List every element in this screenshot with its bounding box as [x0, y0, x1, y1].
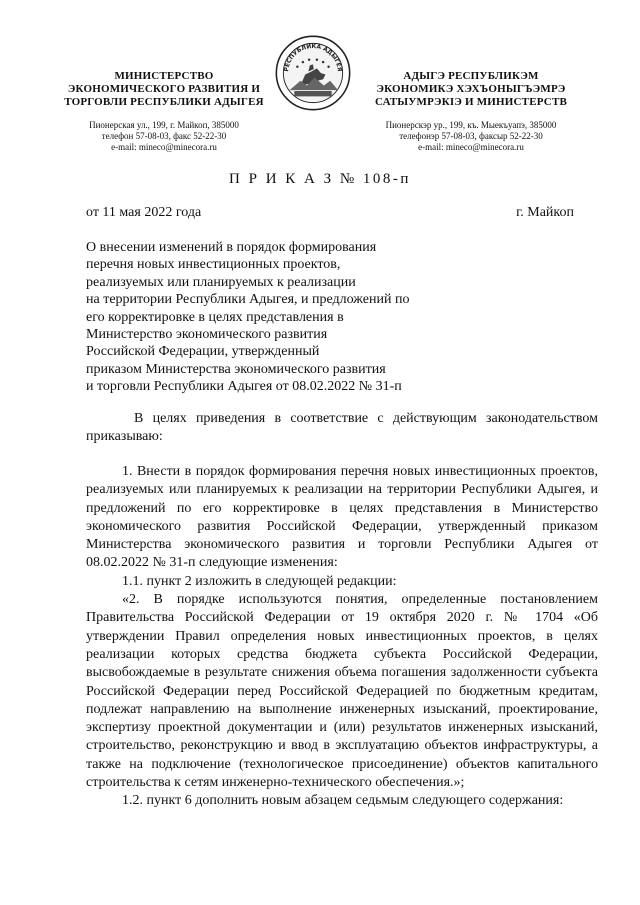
header-right: [366, 70, 576, 153]
subject-line: его корректировке в целях представления в: [86, 309, 344, 325]
phone: телефонэр 57-08-03, факсыр 52-22-30: [399, 131, 543, 141]
emblem-text: РЕСПУБЛИКА АДЫГЕЯ: [284, 43, 342, 72]
ministry-name-line: ТОРГОВЛИ РЕСПУБЛИКИ АДЫГЕЯ: [64, 96, 264, 108]
subject-line: на территории Республики Адыгея, и предложений по: [86, 292, 410, 308]
ministry-name-line: САТЫУМРЭКIЭ И МИНИСТЕРСТВ: [374, 96, 568, 108]
subject-line: перечня новых инвестиционных проектов,: [86, 257, 341, 273]
header-left: [64, 70, 264, 153]
address: Пионерскэр ур., 199, къ. Мыекъуапэ, 385000: [385, 120, 557, 130]
ministry-name-line: МИНИСТЕРСТВО: [114, 70, 214, 82]
phone: телефон 57-08-03, факс 52-22-30: [101, 131, 227, 141]
order-title: П Р И К А З № 108-п: [229, 171, 411, 187]
order-date: от 11 мая 2022 года: [86, 205, 202, 220]
email: e-mail: mineco@minecora.ru: [111, 142, 217, 152]
subject-line: реализуемых или планируемых к реализации: [86, 274, 356, 290]
subject-line: Министерство экономического развития: [86, 327, 328, 343]
ministry-name-ru: [64, 70, 264, 109]
item-1-1-paragraph: 1.1. пункт 2 изложить в следующей редакции:: [122, 573, 397, 589]
item-1-paragraph: 1. Внести в порядок формирования перечня новых инвестиционных проектов, реализуемых или планируемых к реализации на территории Республики Адыгея, и предложений по его корректировке в целях представления в Министерство экономического развития Российской Федерации, утвержденный приказом Министерства экономического развития и торговли Республики Адыгея от 08.02.2022 № 31-п следующие изменения:: [86, 464, 598, 571]
preamble-paragraph: В целях приведения в соответствие с действующим законодательством приказываю:: [86, 411, 598, 445]
ministry-name-line: ЭКОНОМИКЭ ХЭХЪОНЫГЪЭМРЭ: [376, 83, 566, 95]
subject-line: и торговли Республики Адыгея от 08.02.2022 № 31-п: [86, 379, 402, 395]
address: Пионерская ул., 199, г. Майкоп, 385000: [89, 120, 239, 130]
item-1-1-text-paragraph: «2. В порядке используются понятия, определенные постановлением Правительства Российской Федерации от 19 октября 2020 г. № 1704 «Об утверждении Правил определения новых инвестиционных проектов, в целях реализации которых средства бюджета субъекта Российской Федерации, высвобождаемые в результате снижения объема погашения задолженности субъекта Российской Федерации перед Российской Федерацией по бюджетным кредитам, подлежат направлению на выполнение инженерных изысканий, проектирование, экспертизу проектной документации и (или) результатов инженерных изысканий, строительство, реконструкцию и ввод в эксплуатацию объектов инфраструктуры, а также на подключение (технологическое присоединение) объектов капитального строительства к сетям инженерно-технического обеспечения.»;: [86, 592, 598, 791]
item-1-2-paragraph: 1.2. пункт 6 дополнить новым абзацем седьмым следующего содержания:: [122, 793, 564, 809]
contact-block-ru: [64, 120, 264, 153]
subject-line: приказом Министерства экономического развития: [86, 361, 386, 377]
main-body: [86, 463, 598, 811]
subject-line: О внесении изменений в порядок формирования: [86, 240, 377, 255]
ministry-name-ady: [366, 70, 576, 109]
contact-block-ady: [366, 120, 576, 153]
coat-of-arms-icon: [274, 34, 352, 112]
email: e-mail: mineco@minecora.ru: [418, 142, 524, 152]
order-subject: [86, 239, 446, 396]
ministry-name-line: АДЫГЭ РЕСПУБЛИКЭМ: [403, 70, 539, 82]
subject-line: Российской Федерации, утвержденный: [86, 344, 320, 360]
order-city: г. Майкоп: [516, 205, 574, 220]
ministry-name-line: ЭКОНОМИЧЕСКОГО РАЗВИТИЯ И: [67, 83, 261, 95]
